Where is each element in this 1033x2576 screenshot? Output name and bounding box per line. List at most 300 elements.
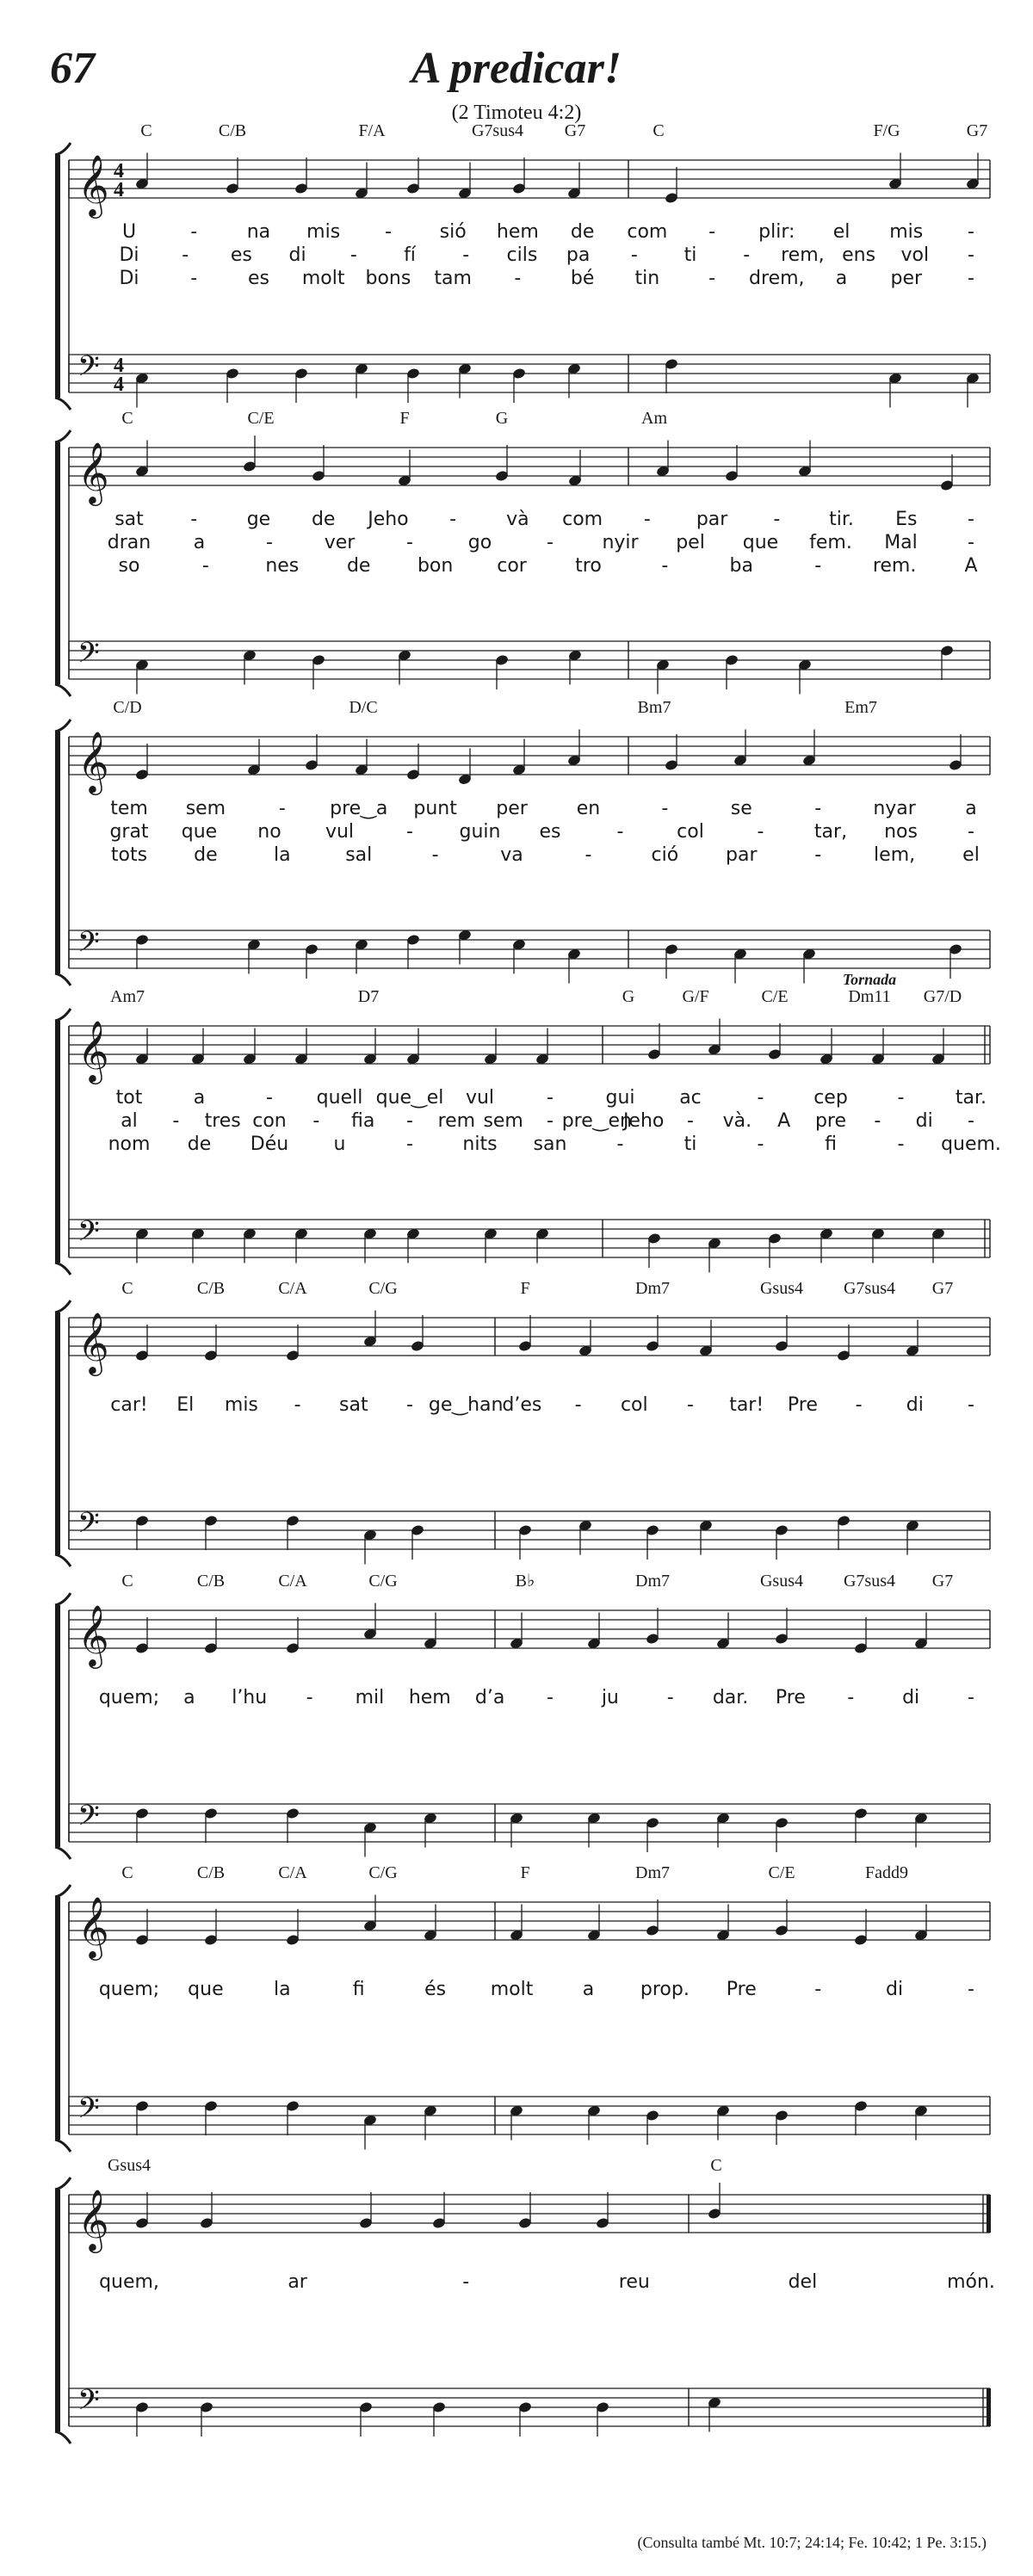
lyric-syllable: - (661, 555, 669, 577)
lyric-syllable: - (462, 2271, 470, 2293)
lyric-syllable: quell (316, 1087, 363, 1109)
lyric-syllable: - (666, 1687, 674, 1708)
lyric-syllable: ti (684, 1134, 697, 1155)
lyric-syllable: ver (324, 532, 356, 553)
treble-clef-icon: 𝄞 (77, 153, 109, 216)
lyric-syllable: ju (601, 1687, 619, 1708)
chord-symbol: Em7 (844, 698, 877, 717)
lyric-syllable: - (968, 268, 974, 289)
lyric-syllable: fi (352, 1979, 365, 2000)
lyric-syllable: nyar (873, 798, 916, 819)
bracket-hook (55, 143, 71, 155)
chord-symbol: Am (641, 409, 667, 428)
final-barline (987, 2388, 991, 2426)
chord-symbol: C/B (196, 1279, 226, 1298)
lyric-syllable: fí (404, 244, 416, 266)
lyric-syllable: - (574, 1394, 582, 1416)
lyric-syllable: sió (439, 221, 467, 243)
lyric-syllable: pre (814, 1110, 847, 1132)
lyric-syllable: Pre (775, 1687, 806, 1708)
lyric-syllable: tar! (729, 1394, 764, 1416)
lyric-syllable: di (906, 1394, 924, 1416)
lyric-syllable: - (406, 532, 413, 553)
lyric-syllable: quem; (98, 1979, 160, 2000)
lyric-syllable: ge (246, 509, 271, 530)
lyric-syllable: molt (490, 1979, 534, 2000)
lyric-syllable: - (814, 555, 822, 577)
lyric-syllable: - (201, 555, 209, 577)
lyric-syllable: nes (265, 555, 300, 577)
lyric-syllable: guin (459, 821, 501, 843)
lyric-syllable: di (288, 244, 306, 266)
lyric-syllable: tro (575, 555, 602, 577)
lyric-syllable: quem; (98, 1687, 160, 1708)
lyric-syllable: - (897, 1087, 905, 1109)
lyric-syllable: - (462, 244, 470, 266)
lyric-syllable: - (757, 1134, 764, 1155)
bracket-hook (55, 684, 71, 696)
system-bracket (55, 1021, 60, 1263)
lyric-syllable: vol (900, 244, 930, 266)
chord-symbol: Bm7 (637, 698, 671, 717)
lyric-syllable: bons (365, 268, 411, 289)
lyric-syllable: ció (651, 844, 679, 866)
lyric-syllable: U (121, 221, 137, 243)
treble-staff (69, 1019, 990, 1084)
bass-staff (69, 637, 990, 679)
bracket-hook (55, 1885, 71, 1897)
chord-symbol: C (653, 121, 665, 140)
lyric-syllable: - (406, 821, 413, 843)
treble-clef-icon: 𝄞 (77, 730, 109, 793)
lyric-syllable: - (384, 221, 392, 243)
lyric-syllable: es (230, 244, 252, 266)
lyric-syllable: - (547, 1687, 554, 1708)
lyric-syllable: prop. (640, 1979, 690, 2000)
lyric-syllable: - (172, 1110, 180, 1132)
lyric-syllable: el (832, 221, 851, 243)
bass-clef-icon: 𝄢 (77, 350, 100, 390)
lyric-syllable: ba (729, 555, 753, 577)
lyric-syllable: - (406, 1110, 413, 1132)
lyric-syllable: mil (355, 1687, 385, 1708)
chord-symbol: G7sus4 (843, 1279, 896, 1298)
lyric-syllable: El (176, 1394, 195, 1416)
lyric-syllable: col (620, 1394, 648, 1416)
lyric-syllable: - (266, 532, 273, 553)
lyric-syllable: và. (722, 1110, 752, 1132)
lyric-syllable: a (193, 1087, 206, 1109)
lyric-syllable: ge‿han (428, 1394, 504, 1416)
bracket-hook (55, 2178, 71, 2190)
bass-staff (69, 2092, 990, 2134)
time-signature-bottom: 4 (114, 179, 124, 201)
system-5 (55, 1279, 990, 1566)
lyric-syllable: la (274, 844, 291, 866)
bracket-hook (55, 430, 71, 442)
lyric-syllable: - (874, 1110, 881, 1132)
lyric-syllable: - (968, 1110, 974, 1132)
lyric-syllable: - (968, 821, 974, 843)
lyric-syllable: nits (462, 1134, 498, 1155)
treble-clef-icon: 𝄞 (77, 1311, 109, 1374)
chord-symbol: C/E (247, 409, 275, 428)
lyric-syllable: so (118, 555, 140, 577)
final-barline (987, 2195, 991, 2233)
lyric-syllable: - (708, 221, 716, 243)
lyric-syllable: tres (204, 1110, 241, 1132)
lyric-syllable: - (190, 268, 198, 289)
lyric-syllable: bé (570, 268, 595, 289)
lyric-syllable: hem (408, 1687, 451, 1708)
lyric-syllable: - (814, 1979, 822, 2000)
lyric-syllable: tar, (813, 821, 848, 843)
lyric-syllable: punt (413, 798, 457, 819)
lyric-syllable: que (188, 1979, 224, 2000)
lyric-syllable: - (294, 1394, 301, 1416)
chord-symbol: C (121, 1863, 133, 1882)
lyric-syllable: gui (605, 1087, 635, 1109)
lyric-syllable: nom (108, 1134, 151, 1155)
lyric-syllable: Di (119, 268, 139, 289)
bracket-hook (55, 1263, 71, 1275)
lyric-syllable: el (962, 844, 980, 866)
lyric-syllable: reu (618, 2271, 650, 2293)
lyric-syllable: fem. (809, 532, 852, 553)
lyric-syllable: fi (825, 1134, 837, 1155)
lyric-syllable: cep (813, 1087, 848, 1109)
chord-symbol: D7 (357, 987, 380, 1006)
chord-symbol: G (622, 987, 635, 1006)
lyric-syllable: rem (437, 1110, 476, 1132)
lyric-syllable: fia (350, 1110, 375, 1132)
lyric-syllable: - (968, 509, 974, 530)
chord-symbol: F/G (873, 121, 900, 140)
chord-symbol: C/D (113, 698, 142, 717)
chord-symbol: G7sus4 (843, 1572, 896, 1591)
lyric-syllable: - (968, 1979, 974, 2000)
system-2 (55, 409, 990, 696)
chord-symbol: C/G (368, 1279, 398, 1298)
lyric-syllable: - (182, 244, 189, 266)
bass-clef-icon: 𝄢 (77, 926, 100, 966)
chord-symbol: C/E (761, 987, 789, 1006)
lyric-syllable: - (661, 798, 669, 819)
system-1 (55, 121, 990, 410)
chord-symbol: C/G (368, 1863, 398, 1882)
lyric-syllable: bon (417, 555, 454, 577)
lyric-syllable: A (964, 555, 978, 577)
lyric-syllable: Jeho (368, 509, 409, 530)
lyric-syllable: de (311, 509, 336, 530)
lyric-syllable: mis (889, 221, 924, 243)
chord-symbol: Dm7 (635, 1572, 670, 1591)
chord-symbol: C/E (768, 1863, 795, 1882)
lyric-syllable: - (855, 1394, 863, 1416)
lyric-syllable: vul (325, 821, 355, 843)
lyric-syllable: sal (345, 844, 373, 866)
system-bracket (55, 1897, 60, 2140)
lyric-syllable: - (814, 844, 822, 866)
lyric-syllable: es (539, 821, 561, 843)
chord-symbol: G/F (682, 987, 709, 1006)
lyric-syllable: pa (566, 244, 591, 266)
chord-symbol: C/B (218, 121, 247, 140)
lyric-syllable: - (449, 509, 457, 530)
system-bracket (55, 2190, 60, 2431)
lyric-syllable: vul (465, 1087, 495, 1109)
chord-symbol: Dm11 (848, 987, 891, 1006)
lyric-syllable: - (757, 821, 764, 843)
lyric-syllable: - (616, 1134, 624, 1155)
chord-symbol: Am7 (110, 987, 145, 1006)
lyric-syllable: pre‿a (330, 798, 388, 819)
treble-staff (69, 1895, 990, 1961)
bass-clef-icon: 𝄢 (77, 1507, 100, 1547)
lyric-syllable: - (814, 798, 822, 819)
bracket-hook (55, 973, 71, 985)
lyric-syllable: a (582, 1979, 595, 2000)
lyric-syllable: - (406, 1394, 413, 1416)
lyric-syllable: par (726, 844, 758, 866)
treble-clef-icon: 𝄞 (77, 441, 109, 503)
treble-staff (69, 730, 990, 795)
lyric-syllable: sat (114, 509, 144, 530)
chord-symbol: Fadd9 (865, 1863, 908, 1882)
treble-staff (69, 1603, 990, 1669)
lyric-syllable: de (187, 1134, 212, 1155)
lyric-syllable: - (406, 1134, 413, 1155)
chord-symbol: C (121, 1279, 133, 1298)
chord-symbol: Dm7 (635, 1863, 670, 1882)
lyric-syllable: com (562, 509, 603, 530)
chord-symbol: Dm7 (635, 1279, 670, 1298)
chord-symbol: F (520, 1279, 530, 1298)
tornada-marking: Tornada (842, 971, 897, 988)
lyric-syllable: - (547, 532, 554, 553)
bracket-hook (55, 2431, 71, 2443)
lyric-syllable: - (773, 509, 781, 530)
lyric-syllable: mis (306, 221, 341, 243)
lyric-syllable: - (743, 244, 751, 266)
lyric-syllable: tot (115, 1087, 143, 1109)
lyric-syllable: - (708, 268, 716, 289)
lyric-syllable: drem, (749, 268, 805, 289)
chord-symbol: C (121, 1572, 133, 1591)
lyric-syllable: plir: (758, 221, 795, 243)
treble-staff (69, 153, 990, 219)
bass-clef-icon: 𝄢 (77, 1215, 100, 1255)
lyric-syllable: per (890, 268, 923, 289)
lyric-syllable: com (627, 221, 668, 243)
lyric-syllable: de (346, 555, 371, 577)
lyric-syllable: de (570, 221, 595, 243)
lyric-syllable: tir. (829, 509, 854, 530)
time-signature-bottom: 4 (114, 374, 124, 396)
system-7 (55, 1863, 990, 2152)
lyric-syllable: tem (110, 798, 148, 819)
lyric-syllable: va (500, 844, 523, 866)
lyric-syllable: en (576, 798, 601, 819)
chord-symbol: F/A (358, 121, 386, 140)
lyric-syllable: a (835, 268, 848, 289)
lyric-syllable: que (181, 821, 218, 843)
lyric-syllable: de (194, 844, 218, 866)
lyric-syllable: es (247, 268, 269, 289)
lyric-syllable: di (902, 1687, 920, 1708)
bracket-hook (55, 1300, 71, 1313)
footer-references: (Consulta també Mt. 10:7; 24:14; Fe. 10:42; 1 Pe. 3:15.) (637, 2534, 987, 2551)
lyric-syllable: se (730, 798, 752, 819)
lyric-syllable: sat (339, 1394, 368, 1416)
system-bracket (55, 1313, 60, 1554)
chord-symbol: C (710, 2156, 722, 2175)
lyric-syllable: quem. (941, 1134, 1001, 1155)
bracket-hook (55, 720, 71, 732)
lyric-syllable: al (121, 1110, 138, 1132)
bass-clef-icon: 𝄢 (77, 1800, 100, 1839)
chord-symbol: G7 (966, 121, 988, 140)
lyric-syllable: di (915, 1110, 933, 1132)
lyric-syllable: go (467, 532, 492, 553)
lyric-syllable: Pre (787, 1394, 818, 1416)
lyric-syllable: - (431, 844, 439, 866)
chord-symbol: C/A (278, 1279, 307, 1298)
lyric-syllable: - (278, 798, 286, 819)
lyric-syllable: ti (684, 244, 697, 266)
system-bracket (55, 155, 60, 398)
lyric-syllable: tots (110, 844, 148, 866)
lyric-syllable: tin (634, 268, 660, 289)
lyric-syllable: Di (119, 244, 139, 266)
chord-symbol: D/C (349, 698, 378, 717)
chord-symbol: F (399, 409, 410, 428)
lyric-syllable: - (968, 244, 974, 266)
lyric-syllable: - (306, 1687, 313, 1708)
lyric-syllable: - (968, 532, 974, 553)
chord-symbol: G7 (564, 121, 586, 140)
lyric-syllable: cils (506, 244, 538, 266)
lyric-syllable: - (514, 268, 522, 289)
lyric-syllable: cor (497, 555, 527, 577)
lyric-syllable: rem. (872, 555, 917, 577)
chord-symbol: G (495, 409, 509, 428)
bass-staff (69, 926, 990, 968)
lyric-syllable: hem (496, 221, 539, 243)
lyric-syllable: - (847, 1687, 855, 1708)
lyric-syllable: Déu (250, 1134, 289, 1155)
chord-symbol: Gsus4 (759, 1279, 804, 1298)
lyric-syllable: - (968, 1687, 974, 1708)
system-bracket (55, 1605, 60, 1847)
lyric-syllable: - (266, 1087, 273, 1109)
lyric-syllable: - (630, 244, 638, 266)
lyric-syllable: - (616, 821, 624, 843)
chord-symbol: Gsus4 (759, 1572, 804, 1591)
lyric-syllable: san (533, 1134, 567, 1155)
lyric-syllable: del (788, 2271, 818, 2293)
chord-symbol: C/A (278, 1863, 307, 1882)
lyric-syllable: ens (842, 244, 876, 266)
lyric-syllable: - (968, 1394, 974, 1416)
lyric-syllable: a (965, 798, 977, 819)
chord-symbol: C/A (278, 1572, 307, 1591)
lyric-syllable: - (547, 1087, 554, 1109)
lyric-syllable: - (968, 221, 974, 243)
bass-staff (69, 350, 990, 396)
lyric-syllable: d’es (502, 1394, 542, 1416)
time-signature-top: 4 (114, 355, 124, 377)
bass-staff (69, 1800, 990, 1842)
chord-symbol: C/B (196, 1863, 226, 1882)
lyric-syllable: Jeho (622, 1110, 665, 1132)
lyric-syllable: car! (110, 1394, 148, 1416)
lyric-syllable: và (506, 509, 529, 530)
bass-clef-icon: 𝄢 (77, 637, 100, 676)
lyric-syllable: l’hu (232, 1687, 268, 1708)
bass-clef-icon: 𝄢 (77, 2384, 100, 2424)
lyric-syllable: pre‿en (561, 1110, 632, 1132)
lyric-syllable: - (757, 1087, 764, 1109)
lyric-syllable: món. (947, 2271, 995, 2293)
music-systems (55, 121, 1001, 2443)
system-4 (55, 971, 1001, 1275)
chord-symbol: C (121, 409, 133, 428)
chord-symbol: C (140, 121, 152, 140)
lyric-syllable: tam (434, 268, 472, 289)
lyric-syllable: per (496, 798, 528, 819)
bracket-hook (55, 1554, 71, 1566)
lyric-syllable: sem (483, 1110, 523, 1132)
lyric-syllable: u (333, 1134, 346, 1155)
bracket-hook (55, 1847, 71, 1859)
lyric-syllable: la (274, 1979, 291, 2000)
lyric-syllable: nos (884, 821, 918, 843)
lyric-syllable: quem, (99, 2271, 159, 2293)
system-bracket (55, 732, 60, 973)
lyric-syllable: que (742, 532, 779, 553)
song-number: 67 (50, 44, 95, 93)
lyric-syllable: lem, (874, 844, 916, 866)
lyric-syllable: - (190, 221, 198, 243)
scripture-reference: (2 Timoteu 4:2) (451, 102, 582, 124)
lyric-syllable: con (252, 1110, 287, 1132)
lyric-syllable: grat (109, 821, 149, 843)
bracket-hook (55, 1593, 71, 1605)
lyric-syllable: - (897, 1134, 905, 1155)
chord-symbol: G7 (931, 1279, 954, 1298)
bass-clef-icon: 𝄢 (77, 2092, 100, 2132)
lyric-syllable: A (777, 1110, 791, 1132)
lyric-syllable: par (696, 509, 728, 530)
chord-symbol: F (520, 1863, 530, 1882)
song-title: A predicar! (411, 44, 622, 93)
lyric-syllable: Pre (726, 1979, 757, 2000)
lyric-syllable: na (246, 221, 271, 243)
lyric-syllable: - (547, 1110, 554, 1132)
system-6 (55, 1572, 990, 1859)
lyric-syllable: ar (288, 2271, 307, 2293)
lyric-syllable: pel (676, 532, 705, 553)
bracket-hook (55, 1009, 71, 1021)
bracket-hook (55, 2140, 71, 2152)
lyric-syllable: col (677, 821, 704, 843)
lyric-syllable: tar. (955, 1087, 987, 1109)
lyric-syllable: dran (107, 532, 152, 553)
lyric-syllable: molt (301, 268, 345, 289)
lyric-syllable: - (687, 1110, 694, 1132)
lyric-syllable: - (190, 509, 198, 530)
